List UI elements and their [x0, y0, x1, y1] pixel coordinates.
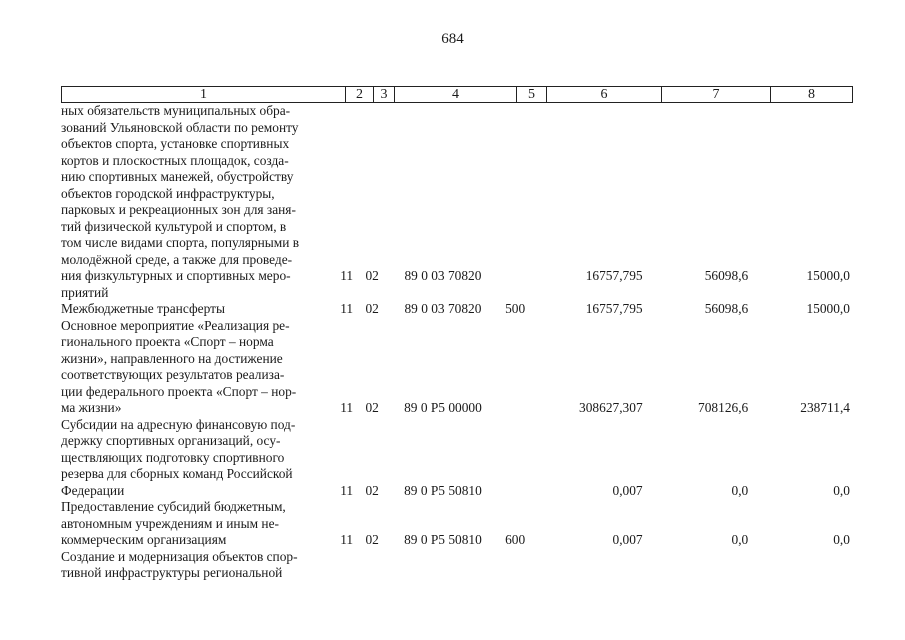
amount-year-2: 56098,6 — [704, 268, 749, 283]
row-description-line: Основное мероприятие «Реализация ре- — [61, 317, 290, 333]
row-description-line: парковых и рекреационных зон для заня- — [61, 202, 296, 217]
subsection-code: 02 — [365, 301, 379, 316]
expense-type-code: 600 — [505, 532, 526, 547]
table-row — [61, 499, 852, 549]
target-article-code: 89 0 P5 00000 — [404, 400, 482, 415]
expense-type-code: 500 — [505, 301, 526, 316]
amount-year-3: 15000,0 — [806, 268, 850, 283]
table-row — [61, 103, 852, 301]
row-description — [61, 103, 336, 301]
column-header-1: 1 — [62, 87, 346, 103]
row-description — [61, 417, 336, 500]
row-description-line: резерва для сборных команд Российской — [61, 466, 293, 481]
amount-year-1: 0,007 — [612, 532, 643, 547]
column-header-4: 4 — [395, 87, 517, 103]
row-description-line: соответствующих результатов реализа- — [61, 367, 285, 382]
section-code: 11 — [340, 301, 354, 316]
row-description — [61, 318, 336, 417]
column-header-5: 5 — [517, 87, 547, 103]
section-code: 11 — [340, 482, 354, 498]
row-description-line: ществляющих подготовку спортивного — [61, 449, 285, 465]
section-code: 11 — [340, 532, 354, 547]
row-description-line: Предоставление субсидий бюджетным, — [61, 499, 286, 514]
row-description-line: зований Ульяновской области по ремонту — [61, 119, 299, 135]
target-article-code: 89 0 P5 50810 — [404, 482, 482, 498]
amount-year-1: 0,007 — [612, 482, 643, 498]
row-description-line: коммерческим организациям — [61, 532, 227, 547]
row-description-line: кортов и плоскостных площадок, созда- — [61, 152, 289, 168]
table-row — [61, 417, 852, 500]
amount-year-1: 308627,307 — [579, 400, 643, 415]
budget-table-body — [61, 103, 852, 582]
table-row — [61, 549, 852, 582]
row-description-line: молодёжной среде, а также для проведе- — [61, 251, 293, 267]
subsection-code: 02 — [365, 532, 379, 547]
amount-year-2: 0,0 — [731, 482, 749, 498]
row-description-line: автономным учреждениям и иным не- — [61, 515, 279, 531]
amount-year-2: 0,0 — [731, 532, 749, 547]
row-description-line: Межбюджетные трансферты — [61, 301, 225, 316]
row-description-line: ма жизни» — [61, 400, 122, 415]
amount-year-1: 16757,795 — [585, 268, 643, 283]
section-code: 11 — [340, 268, 354, 283]
column-header-2: 2 — [346, 87, 374, 103]
row-description — [61, 301, 336, 318]
amount-year-2: 56098,6 — [704, 301, 749, 316]
page-number: 684 — [441, 31, 464, 47]
amount-year-3: 0,0 — [833, 532, 850, 547]
row-description-line: объектов спорта, установке спортивных — [61, 136, 290, 151]
column-header-3: 3 — [374, 87, 395, 103]
subsection-code: 02 — [365, 268, 379, 283]
row-description-line: ных обязательств муниципальных обра- — [61, 103, 291, 118]
row-description-line: приятий — [61, 284, 109, 300]
row-description-line: тий физической культурой и спортом, в — [61, 218, 287, 234]
amount-year-3: 238711,4 — [800, 400, 850, 415]
row-description-line: тивной инфраструктуры региональной — [61, 565, 283, 580]
column-header-7: 7 — [662, 87, 771, 103]
row-description-line: том числе видами спорта, популярными в — [61, 235, 300, 250]
row-description — [61, 499, 336, 549]
row-description-line: жизни», направленного на достижение — [61, 350, 283, 366]
target-article-code: 89 0 03 70820 — [404, 268, 482, 283]
table-row — [61, 301, 852, 318]
section-code: 11 — [340, 400, 354, 415]
row-description-line: Создание и модернизация объектов спор- — [61, 548, 298, 564]
target-article-code: 89 0 P5 50810 — [404, 532, 482, 547]
row-description-line: гионального проекта «Спорт – норма — [61, 334, 274, 349]
target-article-code: 89 0 03 70820 — [404, 301, 482, 316]
amount-year-1: 16757,795 — [585, 301, 643, 316]
row-description-line: Субсидии на адресную финансовую под- — [61, 416, 296, 432]
subsection-code: 02 — [365, 400, 379, 415]
subsection-code: 02 — [365, 482, 379, 498]
amount-year-2: 708126,6 — [698, 400, 749, 415]
table-row — [61, 318, 852, 417]
row-description — [61, 549, 336, 582]
amount-year-3: 0,0 — [833, 482, 850, 498]
row-description-line: объектов городской инфраструктуры, — [61, 185, 275, 201]
row-description-line: Федерации — [61, 482, 125, 498]
column-header-8: 8 — [771, 87, 853, 103]
column-header-6: 6 — [547, 87, 662, 103]
row-description-line: держку спортивных организаций, осу- — [61, 433, 281, 448]
amount-year-3: 15000,0 — [806, 301, 850, 316]
row-description-line: нию спортивных манежей, обустройству — [61, 169, 294, 184]
row-description-line: ции федерального проекта «Спорт – нор- — [61, 383, 297, 399]
row-description-line: ния физкультурных и спортивных меро- — [61, 268, 291, 283]
column-header-row — [61, 86, 853, 103]
